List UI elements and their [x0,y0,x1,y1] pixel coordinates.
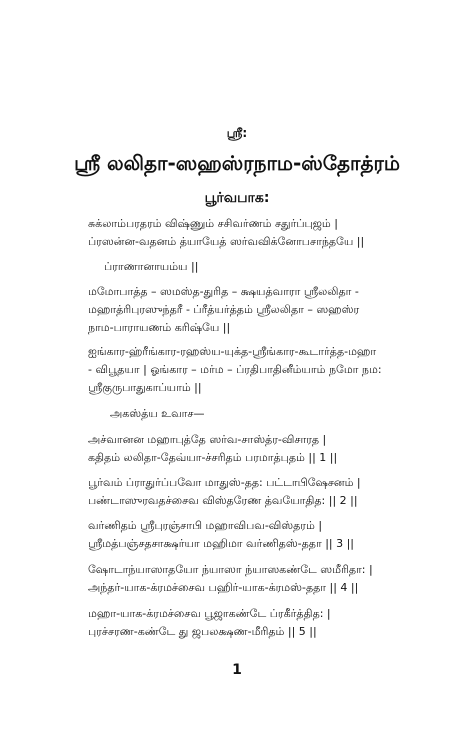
verse-line: - விபூதயா | ஓங்கார – மர்ம – ப்ரதிபாதினீம்யாம் நமோ நம: [88,363,382,376]
verse-line: ஷோடாந்யாஸாதயோ ந்யாஸா ந்யாஸகண்டே ஸமீரிதா: | [88,563,373,576]
verse-line: ப்ரஸன்ன-வதனம் த்யாயேத் ஸர்வவிக்னோபசாந்தயே || [88,235,365,248]
verse-line: அகஸ்த்ய உவாச— [110,407,205,420]
verse-line: வர்ணிதம் ஸ்ரீபுரஞ்சாபி மஹாவிபவ-விஸ்தரம் | [88,519,323,532]
page-number: 1 [232,662,242,678]
verse-line: கதிதம் லலிதா-தேவ்யா-ச்சரிதம் பரமாத்புதம் || 1 || [88,451,338,464]
page-title: ஸ்ரீ லலிதா-ஸஹஸ்ரநாம-ஸ்தோத்ரம் [74,151,400,175]
verse-line: புரச்சரண-கண்டே து ஜபலக்ஷண-மீரிதம் || 5 || [88,625,317,638]
verse-line: மஹாத்ரிபுரஸுந்தரீ - ப்ரீத்யர்த்தம் ஸ்ரீலலிதா – ஸஹஸ்ர [88,303,360,316]
verse-line: பூர்வம் ப்ராதுர்ப்பவோ மாதுஸ்-தத: பட்டாபிஷேசனம் | [88,476,361,489]
verse-line: சுக்லாம்பரதரம் விஷ்ணும் சசிவர்ணம் சதுர்ப்புஜம் | [88,217,338,230]
verse-line: மஹா-யாக-க்ரமச்சைவ பூஜாகண்டே ப்ரகீர்த்தித: | [88,607,331,620]
verse-line: ஐங்கார-ஹ்ரீங்கார-ரஹஸ்ய-யுக்த-ஸ்ரீங்கார-கூடார்த்த-மஹா [88,345,377,358]
verse-line: ஸ்ரீமத்பஞ்சதசாக்ஷர்யா மஹிமா வர்ணிதஸ்-ததா || 3 || [88,537,355,550]
verse-line: ப்ராணானாயம்ய || [104,260,199,273]
verse-line: ஸ்ரீகுருபாதுகாப்யாம் || [88,381,202,394]
verse-line: அந்தர்-யாக-க்ரமச்சைவ பஹிர்-யாக-க்ரமஸ்-ததா || 4 || [88,581,359,594]
section-heading: பூர்வபாக: [204,190,270,206]
verse-line: மமோபாத்த – ஸமஸ்த-துரித – க்ஷயத்வாரா ஸ்ரீலலிதா - [88,285,359,298]
invocation: ஸ்ரீ: [226,126,248,140]
verse-line: அச்வானன மஹாபுத்தே ஸர்வ-சாஸ்த்ர-விசாரத | [88,433,327,446]
verse-line: நாம-பாராயணம் கரிஷ்யே || [88,321,231,334]
verse-line: பண்டாஸுரவதச்சைவ விஸ்தரேண த்வயோதித: || 2 || [88,494,358,507]
